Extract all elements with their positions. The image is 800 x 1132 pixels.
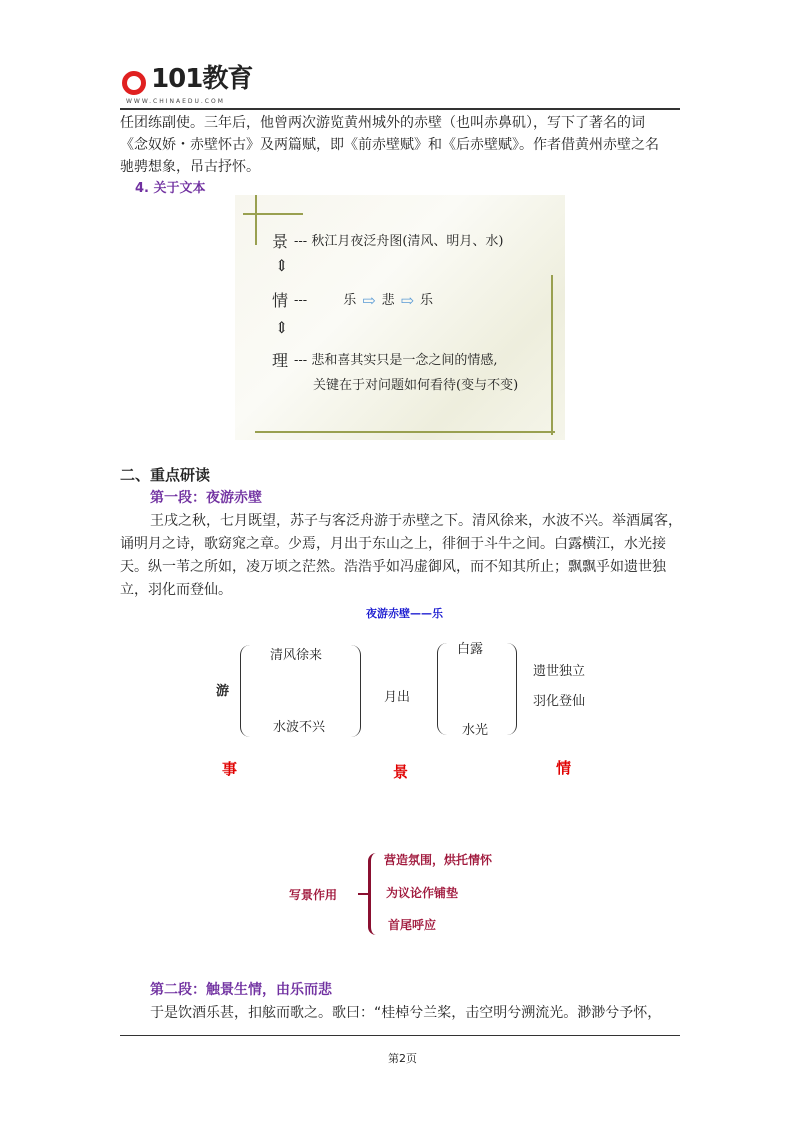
- vine-decoration: [551, 275, 553, 435]
- paragraph-title: 第二段：触景生情，由乐而悲: [150, 982, 332, 998]
- diagram-node: 游: [216, 684, 230, 699]
- intro-line: 《念奴娇・赤壁怀古》及两篇赋，即《前赤壁赋》和《后赤壁赋》。作者借黄州赤壁之名: [120, 137, 659, 153]
- left-brace: [368, 853, 379, 935]
- slide-dash: ---: [294, 293, 308, 308]
- slide-li-text: --- 悲和喜其实只是一念之间的情感,: [294, 353, 498, 368]
- diagram-node: 水波不兴: [273, 720, 326, 735]
- double-arrow-icon: ⇕: [275, 318, 289, 337]
- vine-decoration: [243, 213, 303, 215]
- header-divider: [120, 108, 680, 110]
- diagram-item: 营造氛围，烘托情怀: [384, 853, 493, 867]
- diagram-label-shi: 事: [222, 760, 238, 778]
- slide-li-text: 关键在于对问题如何看待(变与不变): [313, 378, 519, 393]
- diagram-label: 写景作用: [289, 888, 338, 902]
- diagram-node: 白露: [457, 642, 484, 657]
- slide-li: 理: [272, 351, 289, 370]
- left-brace: [437, 643, 452, 735]
- right-brace: [346, 645, 361, 737]
- text-analysis-slide: [235, 195, 565, 440]
- intro-line: 任团练副使。三年后，他曾两次游览黄州城外的赤壁（也叫赤鼻矶），写下了著名的词: [120, 115, 645, 131]
- slide-le: 乐: [343, 293, 357, 308]
- diagram-item: 为议论作铺垫: [386, 886, 459, 900]
- diagram-label-jing: 景: [393, 763, 409, 781]
- diagram-node: 羽化登仙: [533, 694, 586, 709]
- slide-jing: 景: [272, 232, 289, 251]
- logo-icon: [122, 71, 146, 95]
- slide-row-li: [272, 352, 497, 370]
- slide-le: 乐: [420, 293, 434, 308]
- paragraph-line: 于是饮酒乐甚，扣舷而歌之。歌曰：“桂棹兮兰桨，击空明兮溯流光。渺渺兮予怀，: [150, 1005, 662, 1021]
- logo: [122, 66, 252, 95]
- vine-decoration: [255, 431, 555, 433]
- left-brace: [240, 645, 255, 737]
- paragraph-line: 诵明月之诗，歌窈窕之章。少焉，月出于东山之上，徘徊于斗牛之间。白露横江，水光接: [120, 536, 666, 552]
- logo-text: 101教育: [151, 64, 253, 94]
- paragraph-line: 天。纵一苇之所如，凌万顷之茫然。浩浩乎如冯虚御风，而不知其所止；飘飘乎如遗世独: [120, 559, 666, 575]
- slide-row-jing: [272, 233, 503, 251]
- right-arrow-icon: ⇨: [400, 291, 415, 310]
- page-number: 第2页: [388, 1052, 417, 1065]
- section-heading: 二、重点研读: [120, 466, 211, 484]
- brace-tip: [358, 893, 368, 895]
- diagram-label-qing: 情: [556, 759, 572, 777]
- diagram-title: 夜游赤壁——乐: [366, 607, 443, 620]
- section-heading: 4. 关于文本: [135, 181, 206, 196]
- slide-row-qing: [272, 292, 433, 310]
- logo-url: WWW.CHINAEDU.COM: [126, 98, 225, 105]
- right-arrow-icon: ⇨: [362, 291, 376, 310]
- paragraph-line: 立，羽化而登仙。: [120, 582, 232, 598]
- diagram-node: 遗世独立: [533, 664, 586, 679]
- slide-bei: 悲: [381, 293, 395, 308]
- footer-divider: [120, 1035, 680, 1036]
- diagram-node: 水光: [462, 723, 489, 738]
- diagram-item: 首尾呼应: [388, 918, 437, 932]
- paragraph-line: 王戌之秋，七月既望，苏子与客泛舟游于赤壁之下。清风徐来，水波不兴。举酒属客，: [150, 513, 682, 529]
- diagram-node: 月出: [384, 690, 411, 705]
- diagram-node: 清风徐来: [270, 648, 323, 663]
- slide-jing-text: --- 秋江月夜泛舟图(清风、明月、水): [294, 234, 504, 249]
- slide-qing: 情: [272, 291, 289, 310]
- intro-line: 驰骋想象，吊古抒怀。: [120, 159, 260, 175]
- vine-decoration: [255, 195, 257, 245]
- right-brace: [502, 643, 517, 735]
- double-arrow-icon: ⇕: [275, 256, 289, 275]
- paragraph-title: 第一段：夜游赤壁: [150, 490, 262, 506]
